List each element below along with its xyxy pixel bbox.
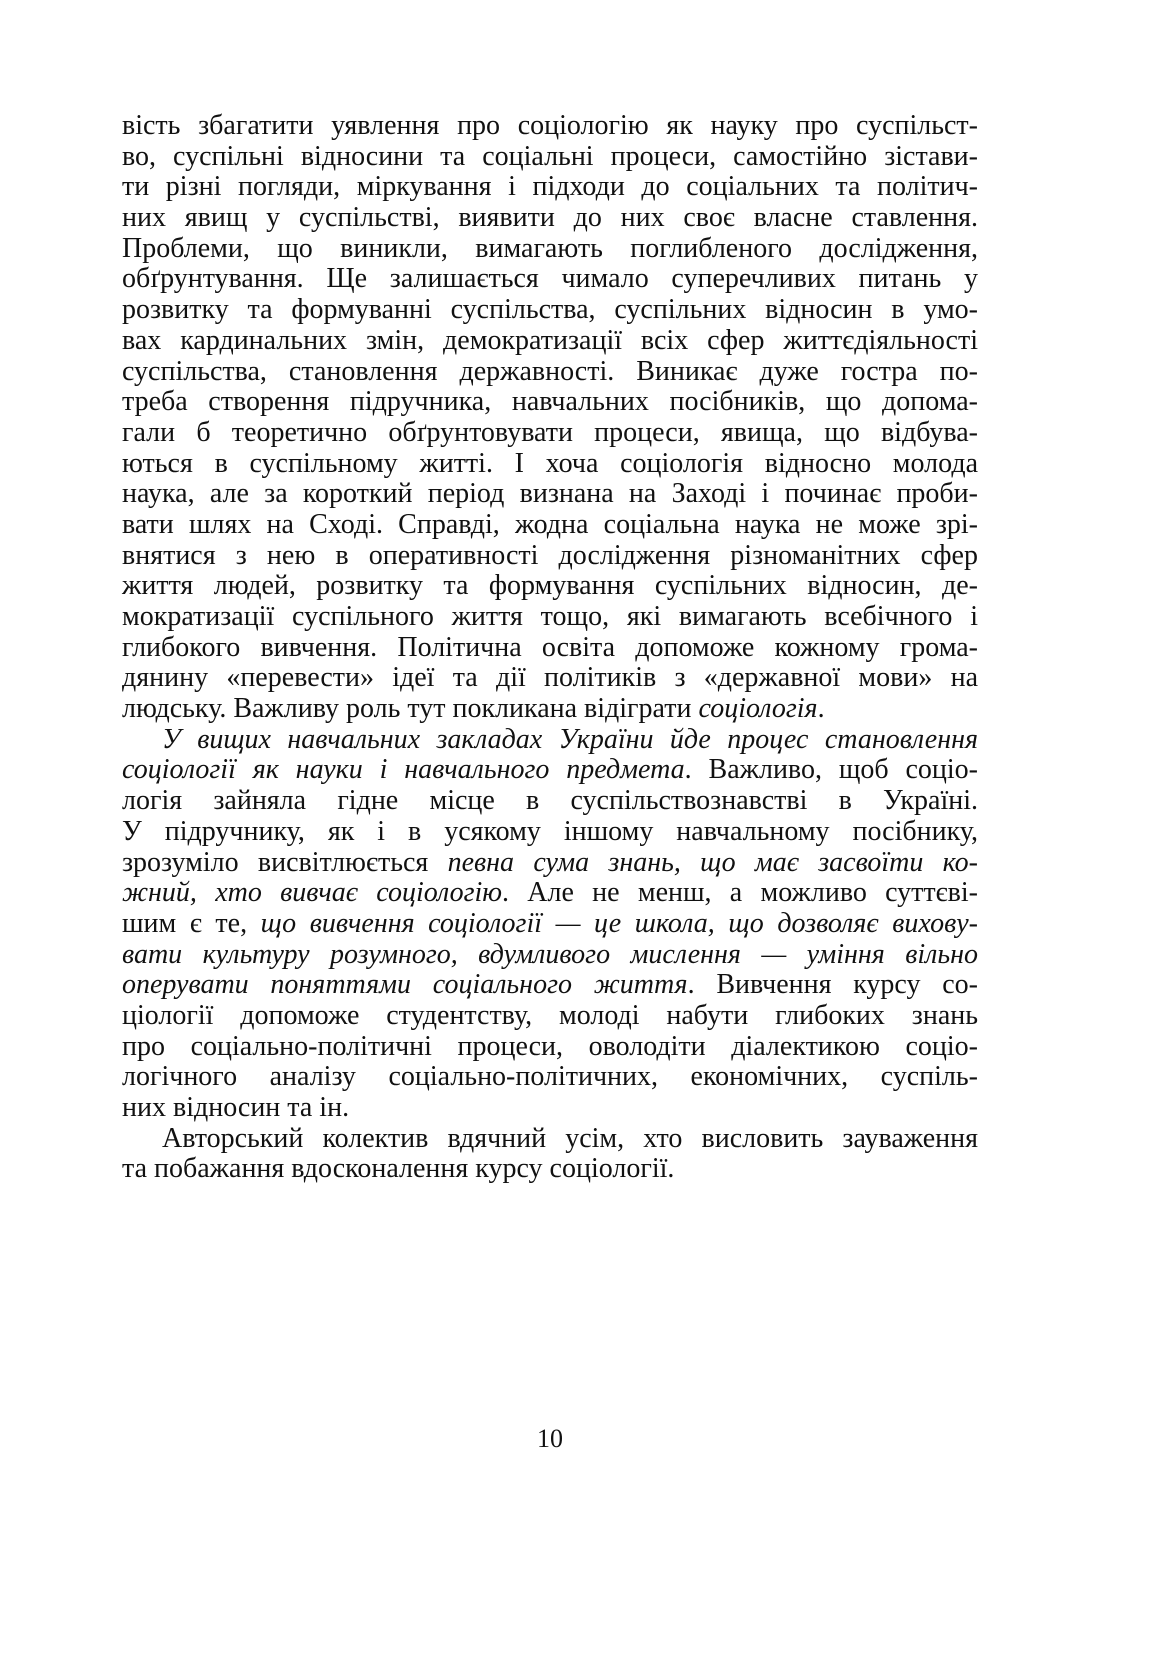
- text-run: треба створення підручника, навчальних посібників, що допома-: [122, 386, 978, 418]
- text-run: обґрунтування. Ще залишається чимало суперечливих питань у: [122, 263, 978, 295]
- text-run: них відносин та ін.: [122, 1092, 350, 1123]
- text-line: [122, 111, 978, 142]
- text-run: ються в суспільному житті. І хоча соціологія відносно молода: [122, 447, 978, 479]
- text-line: [122, 357, 978, 388]
- text-run: розвитку та формуванні суспільства, суспільних відносин в умо-: [122, 294, 978, 326]
- text-run: логічного аналізу соціально-політичних, економічних, суспіль-: [122, 1061, 978, 1093]
- text-run: Авторський колектив вдячний усім, хто висловить зауваження: [162, 1122, 978, 1154]
- text-line: [122, 479, 978, 510]
- text-line: [122, 725, 978, 756]
- italic-text: соціологія: [698, 693, 818, 725]
- text-run: суспільства, становлення державності. Виникає дуже гостра по-: [122, 355, 978, 387]
- text-line: [122, 602, 978, 633]
- text-line: [122, 1124, 978, 1155]
- text-run: шим є те,: [122, 907, 261, 939]
- text-run: глибокого вивчення. Політична освіта допоможе кожному грома-: [122, 631, 978, 663]
- text-line: [122, 1093, 978, 1124]
- text-run: життя людей, розвитку та формування суспільних відносин, де-: [122, 570, 978, 602]
- text-run: про соціально-політичні процеси, оволодіти діалектикою соціо-: [122, 1030, 978, 1062]
- text-line: [122, 203, 978, 234]
- italic-text: жний, хто вивчає соціологію: [122, 877, 503, 909]
- text-run: та побажання вдосконалення курсу соціології.: [122, 1153, 675, 1185]
- text-line: [122, 172, 978, 203]
- text-line: [122, 970, 978, 1001]
- text-run: вах кардинальних змін, демократизації всіх сфер життєдіяльності: [122, 324, 978, 356]
- text-line: [122, 663, 978, 694]
- text-run: внятися з нею в оперативності дослідження різноманітних сфер: [122, 539, 978, 571]
- text-run: ти різні погляди, міркування і підходи до соціальних та політич-: [122, 171, 978, 203]
- text-line: [122, 295, 978, 326]
- text-line: [122, 817, 978, 848]
- italic-text: вати культуру розумного, вдумливого мислення — уміння вільно: [122, 938, 978, 970]
- text-line: [122, 387, 978, 418]
- text-run: мократизації суспільного життя тощо, які вимагають всебічного і: [122, 601, 978, 632]
- text-run: віcть збагатити уявлення про соціологію як науку про суспільст-: [122, 110, 978, 141]
- text-line: [122, 878, 978, 909]
- text-line: [122, 541, 978, 572]
- italic-text: що вивчення соціології — це школа, що дозволяє вихову-: [260, 907, 978, 939]
- text-line: [122, 449, 978, 480]
- text-run: Проблеми, що виникли, вимагають поглибленого дослідження,: [122, 232, 978, 264]
- text-line: [122, 1032, 978, 1063]
- italic-text: оперувати поняттями соціального життя: [122, 969, 688, 1001]
- text-line: [122, 264, 978, 295]
- text-line: [122, 1062, 978, 1093]
- text-run: зрозуміло висвітлюється: [122, 846, 448, 878]
- text-run: во, суспільні відносини та соціальні процеси, самостійно зістави-: [122, 140, 978, 172]
- text-line: [122, 694, 978, 725]
- text-run: них явищ у суспільстві, виявити до них своє власне ставлення.: [122, 202, 978, 234]
- text-line: [122, 633, 978, 664]
- text-run: вати шлях на Сході. Справді, жодна соціальна наука не може зрі-: [122, 508, 978, 540]
- text-line: [122, 1154, 978, 1185]
- text-line: [122, 755, 978, 786]
- text-line: [122, 786, 978, 817]
- text-run: . Важливо, щоб соціо-: [684, 754, 978, 786]
- italic-text: У вищих навчальних закладах України йде процес становлення: [162, 723, 978, 755]
- text-line: [122, 326, 978, 357]
- text-line: [122, 234, 978, 265]
- text-run: гали б теоретично обґрунтовувати процеси, явища, що відбува-: [122, 416, 978, 448]
- text-run: наука, але за короткий період визнана на Заході і починає проби-: [122, 478, 978, 510]
- text-run: ціології допоможе студентству, молоді набути глибоких знань: [122, 999, 978, 1031]
- text-line: [122, 510, 978, 541]
- text-line: [122, 848, 978, 879]
- text-line: [122, 940, 978, 971]
- text-line: [122, 418, 978, 449]
- italic-text: соціології як науки і навчального предмета: [122, 754, 685, 786]
- text-line: [122, 142, 978, 173]
- text-run: .: [817, 693, 825, 725]
- text-run: логія зайняла гідне місце в суспільствознавстві в Україні.: [122, 785, 978, 817]
- text-line: [122, 909, 978, 940]
- text-run: дянину «перевести» ідеї та дії політиків з «державної мови» на: [122, 662, 978, 694]
- text-run: У підручнику, як і в усякому іншому навчальному посібнику,: [122, 815, 978, 847]
- text-run: людську. Важливу роль тут покликана відіграти: [122, 693, 699, 725]
- page-number: 10: [537, 1424, 563, 1453]
- body-text: [122, 111, 978, 1185]
- text-line: [122, 571, 978, 602]
- text-run: . Вивчення курсу со-: [687, 969, 978, 1001]
- italic-text: певна сума знань, що має засвоїти ко-: [447, 846, 978, 878]
- text-run: . Але не менш, а можливо суттєві-: [502, 877, 978, 909]
- text-line: [122, 1001, 978, 1032]
